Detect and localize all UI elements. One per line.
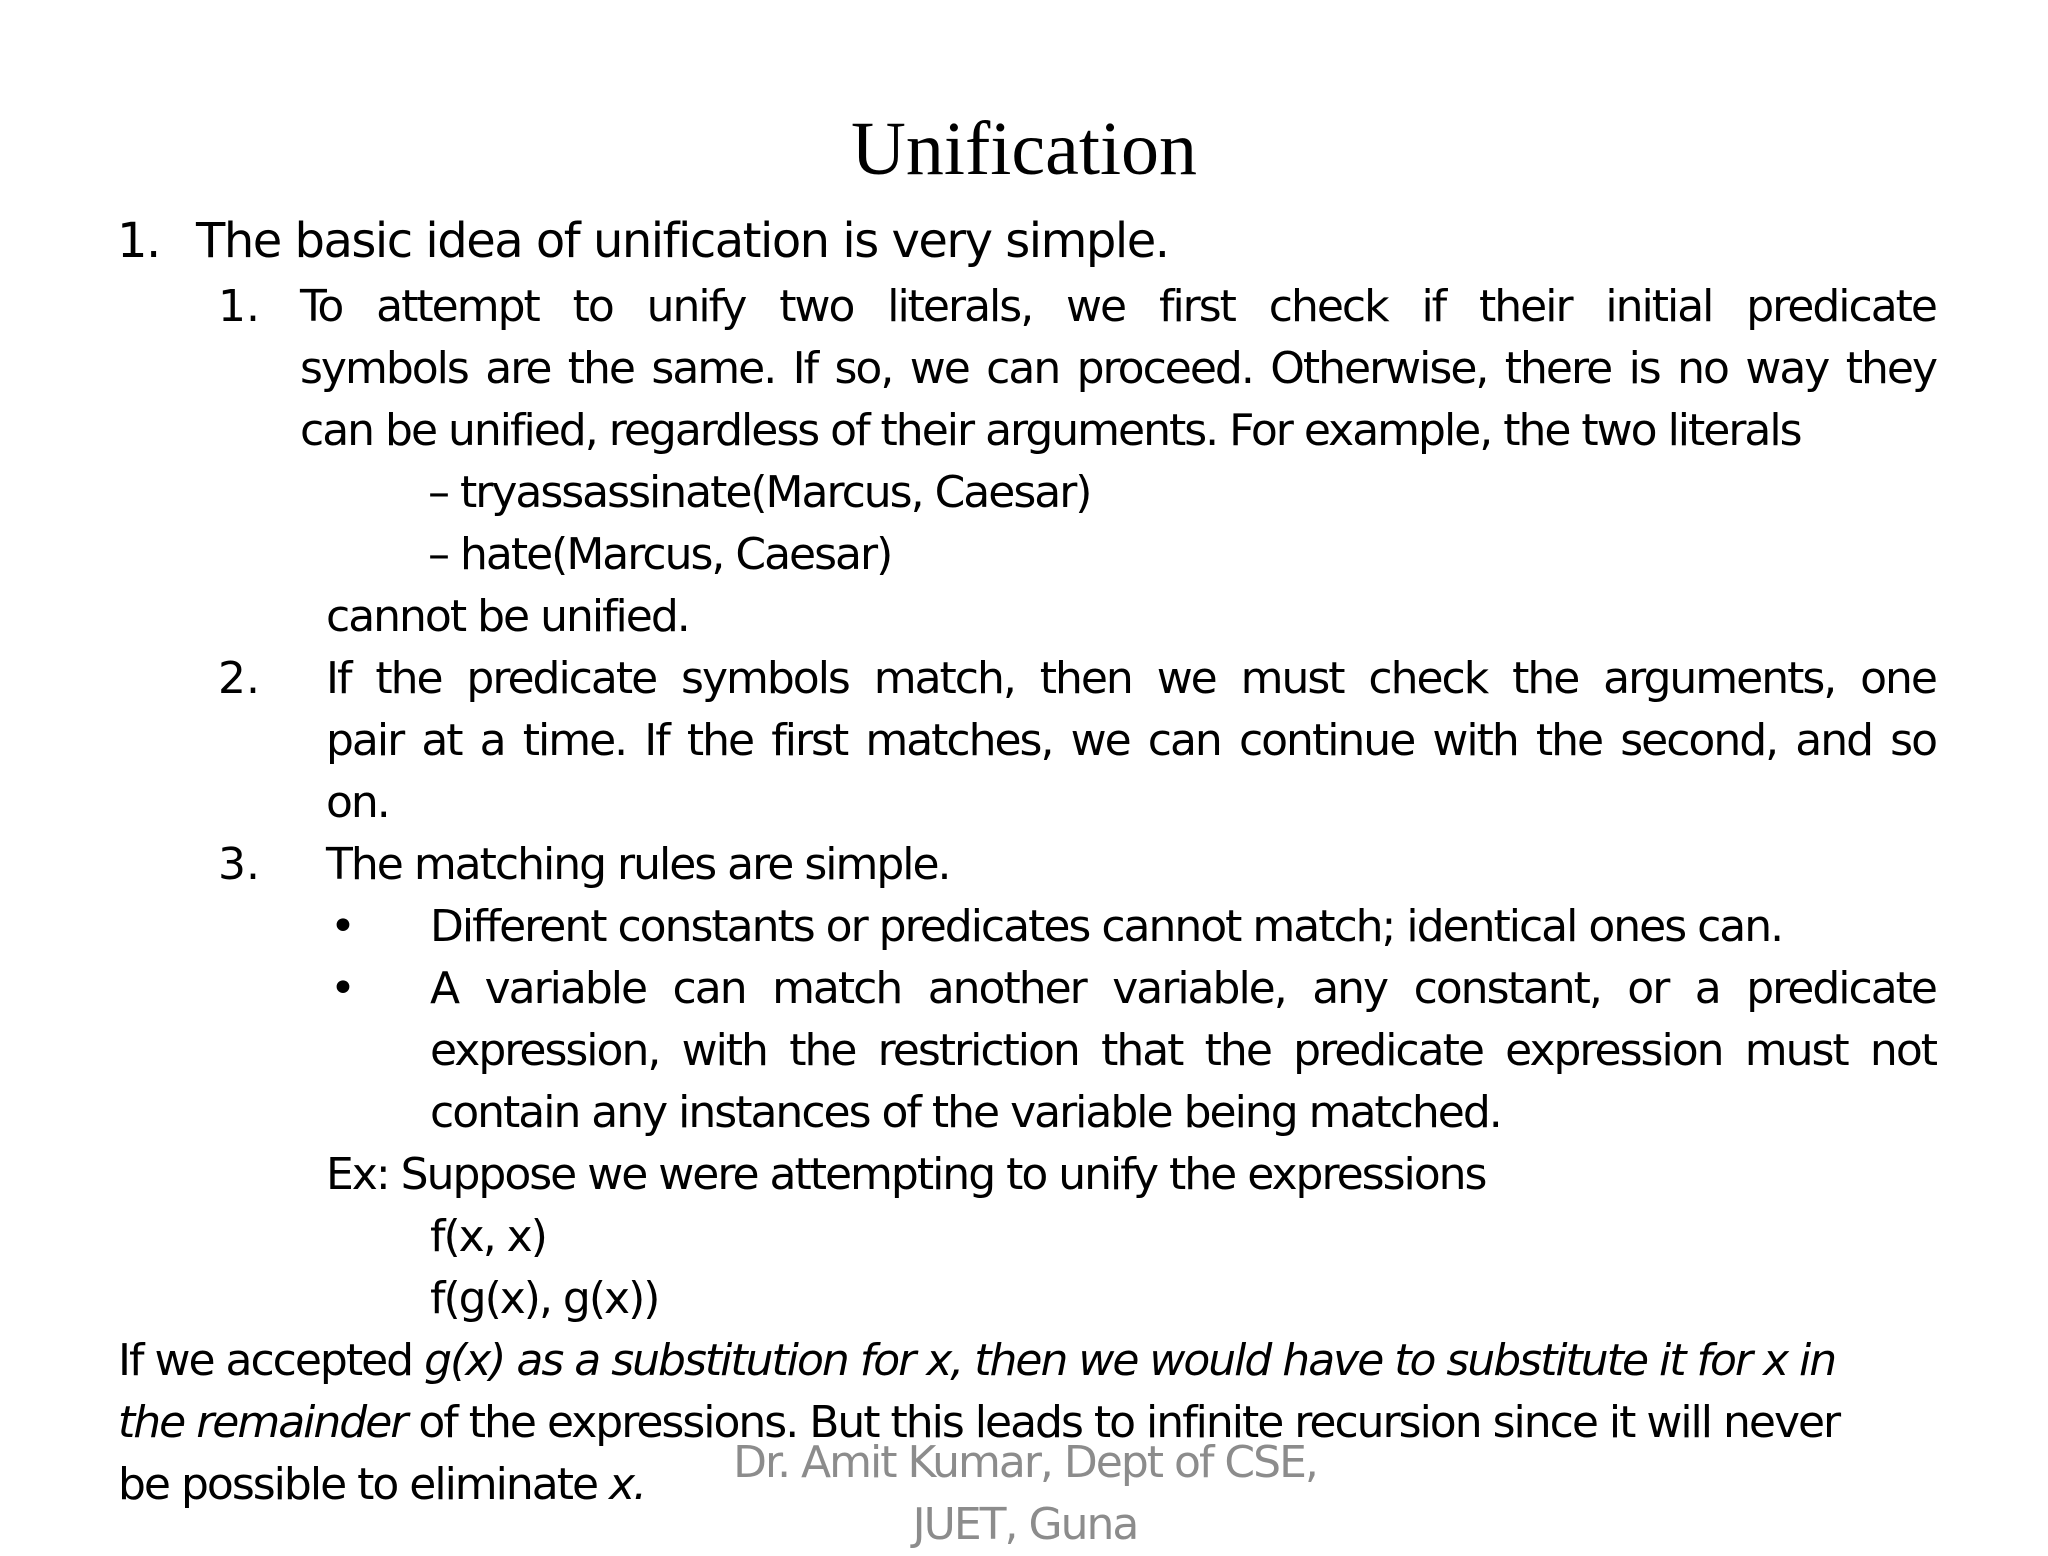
subitem-3-text: The matching rules are simple. <box>326 839 950 890</box>
bullet-icon: • <box>330 901 356 952</box>
slide-footer <box>710 1432 1340 1556</box>
subitem-number-1: 1. <box>218 281 260 332</box>
slide-title: Unification <box>850 107 1198 191</box>
conclusion-italic-text: the remainder <box>118 1397 407 1448</box>
conclusion-text: If we accepted <box>118 1335 425 1386</box>
item-text: The basic idea of unification is very simple. <box>196 213 1169 269</box>
subitem-1-line-1: To attempt to unify two literals, we first check if their initial predicate <box>300 281 1936 332</box>
subitem-2-line-2: pair at a time. If the first matches, we can continue with the second, and so <box>326 715 1936 766</box>
conclusion-text: be possible to eliminate <box>118 1459 610 1510</box>
subitem-1-line-2: symbols are the same. If so, we can proceed. Otherwise, there is no way they <box>300 343 1936 394</box>
subitem-number-2: 2. <box>218 653 260 704</box>
example-intro: Ex: Suppose we were attempting to unify the expressions <box>326 1149 1486 1200</box>
item-number: 1. <box>117 213 160 269</box>
conclusion-italic-text: x. <box>609 1459 646 1510</box>
subitem-1-line-3: can be unified, regardless of their arguments. For example, the two literals <box>300 405 1801 456</box>
footer-author: Dr. Amit Kumar, Dept of CSE, <box>733 1437 1317 1488</box>
bullet-1-line-1: Different constants or predicates cannot match; identical ones can. <box>430 901 1783 952</box>
bullet-2-line-3: contain any instances of the variable being matched. <box>430 1087 1501 1138</box>
conclusion-line-3 <box>118 1455 645 1515</box>
conclusion-text: of the expressions. But this leads to infinite recursion since it will never <box>406 1397 1840 1448</box>
example-literal-1: – tryassassinate(Marcus, Caesar) <box>428 467 1091 518</box>
footer-institution: JUET, Guna <box>912 1499 1138 1550</box>
bullet-2-line-2: expression, with the restriction that the predicate expression must not <box>430 1025 1936 1076</box>
conclusion-line-1 <box>118 1331 1835 1391</box>
example-expression-1: f(x, x) <box>430 1211 546 1262</box>
subitem-2-line-3: on. <box>326 777 389 828</box>
subitem-2-line-1: If the predicate symbols match, then we must check the arguments, one <box>326 653 1936 704</box>
subitem-1-after: cannot be unified. <box>326 591 689 642</box>
conclusion-italic-text: g(x) as a substitution for x, then we would have to substitute it for x in <box>424 1335 1836 1386</box>
bullet-2-line-1: A variable can match another variable, any constant, or a predicate <box>430 963 1936 1014</box>
subitem-number-3: 3. <box>218 839 260 890</box>
bullet-icon: • <box>330 963 356 1014</box>
example-expression-2: f(g(x), g(x)) <box>430 1273 659 1324</box>
example-literal-2: – hate(Marcus, Caesar) <box>428 529 892 580</box>
